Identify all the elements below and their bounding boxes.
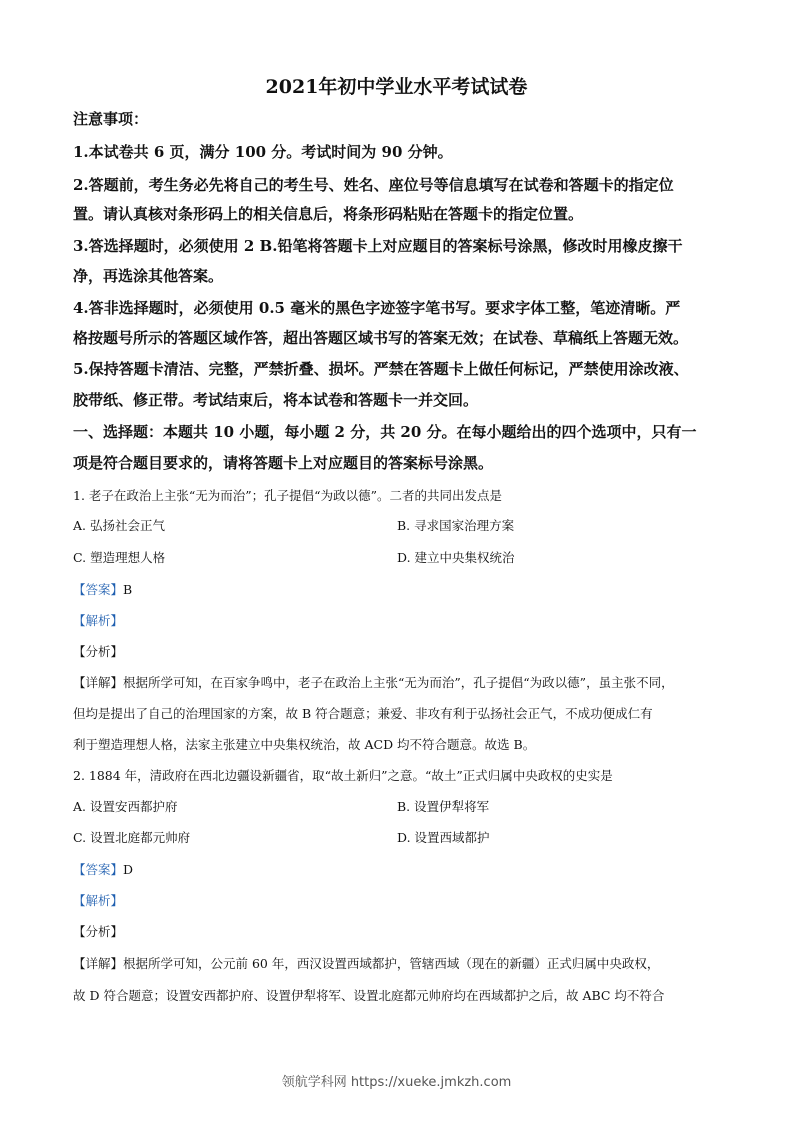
q1-detail-line: 利于塑造理想人格，法家主张建立中央集权统治，故 ACD 均不符合题意。故选 B。 xyxy=(73,737,536,752)
q2-option-a: A. 设置安西都护府 xyxy=(73,799,178,814)
notice-line: 格按题号所示的答题区域作答，超出答题区域书写的答案无效；在试卷、草稿纸上答题无效。 xyxy=(73,329,689,347)
q2-option-d: D. 设置西域都护 xyxy=(397,830,490,845)
answer-label: 【答案】 xyxy=(73,582,124,597)
q1-fenxi-label: 【分析】 xyxy=(73,644,124,659)
notice-line: 置。请认真核对条形码上的相关信息后，将条形码粘贴在答题卡的指定位置。 xyxy=(73,205,584,223)
q2-analysis-label: 【解析】 xyxy=(73,893,124,908)
q1-detail-line: 但均是提出了自己的治理国家的方案，故 B 符合题意；兼爱、非攻有利于弘扬社会正气，不成功便成仁有 xyxy=(73,706,653,721)
question-2-stem: 2. 1884 年，清政府在西北边疆设新疆省，取“故土新归”之意。“故土”正式归属中央政权的史实是 xyxy=(73,768,613,783)
notice-line: 净，再选涂其他答案。 xyxy=(73,267,224,285)
notice-line: 2.答题前，考生务必先将自己的考生号、姓名、座位号等信息填写在试卷和答题卡的指定位 xyxy=(73,176,674,194)
q1-option-b: B. 寻求国家治理方案 xyxy=(397,518,515,533)
q2-option-c: C. 设置北庭都元帅府 xyxy=(73,830,191,845)
q1-detail-line: 【详解】根据所学可知，在百家争鸣中，老子在政治上主张“无为而治”，孔子提倡“为政以德”，虽主张不同， xyxy=(73,675,674,690)
q2-option-b: B. 设置伊犁将军 xyxy=(397,799,490,814)
section-heading: 一、选择题：本题共 10 小题，每小题 2 分，共 20 分。在每小题给出的四个选项中，只有一 xyxy=(73,423,697,441)
section-heading: 项是符合题目要求的，请将答题卡上对应题目的答案标号涂黑。 xyxy=(73,454,494,472)
q1-option-d: D. 建立中央集权统治 xyxy=(397,550,515,565)
notice-line: 3.答选择题时，必须使用 2 B.铅笔将答题卡上对应题目的答案标号涂黑，修改时用橡皮擦干 xyxy=(73,237,683,255)
notice-heading: 注意事项： xyxy=(73,110,149,128)
q1-answer xyxy=(73,580,132,598)
notice-line: 4.答非选择题时，必须使用 0.5 毫米的黑色字迹签字笔书写。要求字体工整，笔迹清晰。严 xyxy=(73,299,681,317)
q1-analysis-label: 【解析】 xyxy=(73,613,124,628)
q1-option-c: C. 塑造理想人格 xyxy=(73,550,166,565)
answer-value: D xyxy=(123,862,134,877)
notice-line: 1.本试卷共 6 页，满分 100 分。考试时间为 90 分钟。 xyxy=(73,143,453,161)
q1-option-a: A. 弘扬社会正气 xyxy=(73,518,165,533)
q2-answer xyxy=(73,860,133,878)
answer-label: 【答案】 xyxy=(73,862,124,877)
answer-value: B xyxy=(123,582,133,597)
notice-line: 5.保持答题卡清洁、完整，严禁折叠、损坏。严禁在答题卡上做任何标记，严禁使用涂改液、 xyxy=(73,360,689,378)
page-footer-url[interactable]: 领航学科网 https://xueke.jmkzh.com xyxy=(281,1075,512,1090)
q2-fenxi-label: 【分析】 xyxy=(73,924,124,939)
q2-detail-line: 【详解】根据所学可知，公元前 60 年，西汉设置西域都护，管辖西域（现在的新疆）正式归属中央政权， xyxy=(73,956,660,971)
notice-line: 胶带纸、修正带。考试结束后，将本试卷和答题卡一并交回。 xyxy=(73,391,479,409)
q2-detail-line: 故 D 符合题意；设置安西都护府、设置伊犁将军、设置北庭都元帅府均在西域都护之后，故 ABC 均不符合 xyxy=(73,988,665,1003)
question-1-stem: 1. 老子在政治上主张“无为而治”；孔子提倡“为政以德”。二者的共同出发点是 xyxy=(73,488,502,503)
exam-title: 2021年初中学业水平考试试卷 xyxy=(265,76,528,98)
